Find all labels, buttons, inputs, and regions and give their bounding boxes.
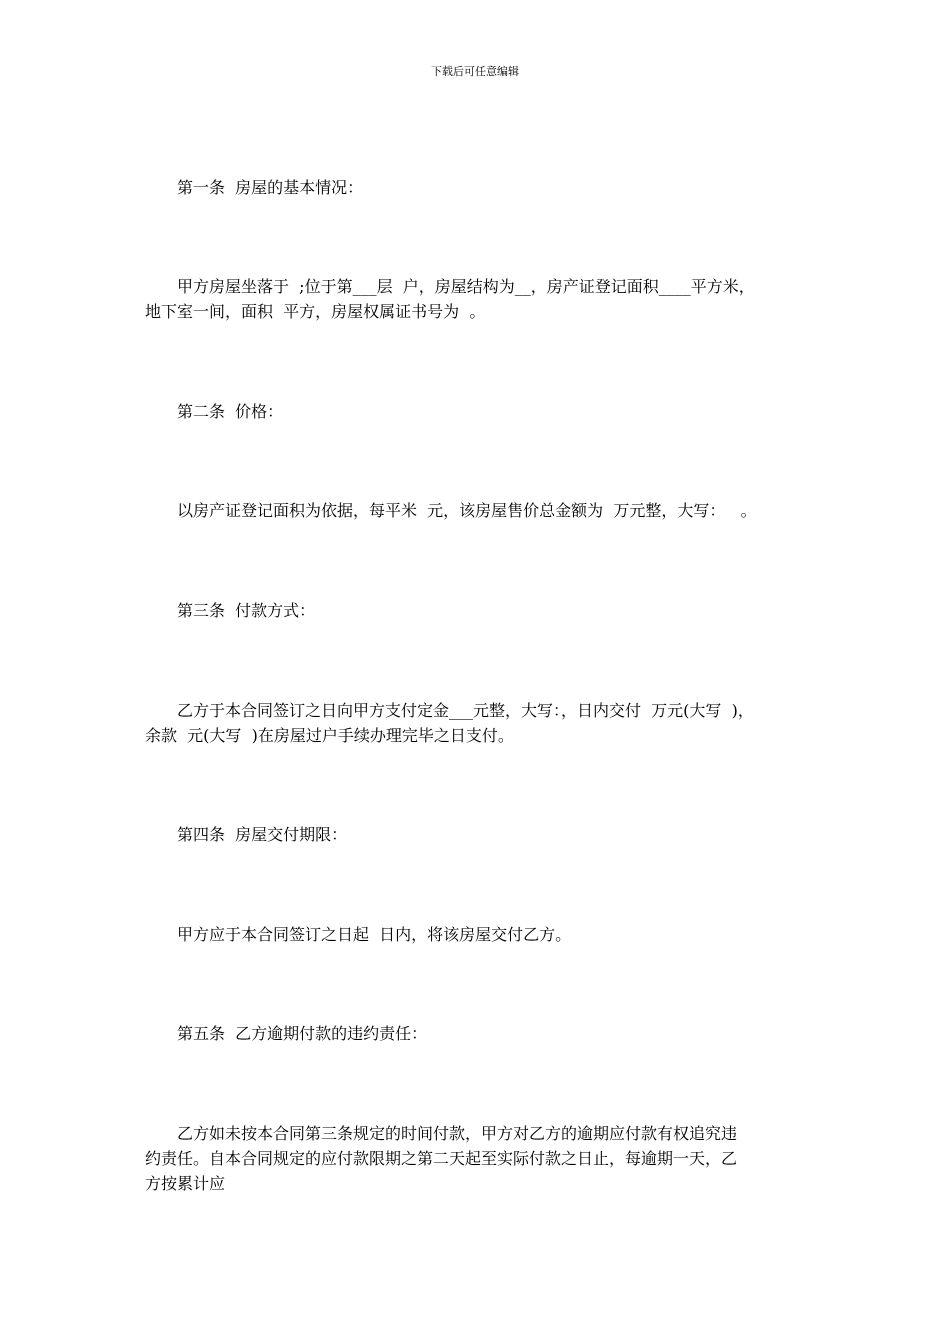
article-4-text-line-1: 甲方应于本合同签订之日起 日内，将该房屋交付乙方。	[145, 925, 572, 944]
article-5-heading: 第五条 乙方逾期付款的违约责任：	[145, 1024, 428, 1043]
article-5-text-line-2: 约责任。自本合同规定的应付款限期之第二天起至实际付款之日止，每逾期一天，乙	[145, 1149, 738, 1168]
article-3-text-line-1: 乙方于本合同签订之日向甲方支付定金___元整，大写：，日内交付 万元(大写 )，	[145, 701, 754, 720]
article-3-text-line-2: 余款 元(大写 )在房屋过户手续办理完毕之日支付。	[145, 726, 514, 745]
article-1-text-line-1: 甲方房屋坐落于 ;位于第___层 户，房屋结构为__，房产证登记面积____平方米，	[145, 277, 755, 296]
page-header-note: 下载后可任意编辑	[431, 65, 519, 78]
article-5-text-line-1: 乙方如未按本合同第三条规定的时间付款，甲方对乙方的逾期应付款有权追究违	[145, 1124, 738, 1143]
article-5-text-line-3: 方按累计应	[145, 1174, 226, 1193]
article-2-heading: 第二条 价格：	[145, 402, 284, 421]
article-4-heading: 第四条 房屋交付期限：	[145, 825, 348, 844]
article-1-text-line-2: 地下室一间，面积 平方，房屋权属证书号为 。	[145, 302, 486, 321]
article-3-heading: 第三条 付款方式：	[145, 601, 316, 620]
article-1-heading: 第一条 房屋的基本情况：	[145, 178, 364, 197]
article-2-text-line-1: 以房产证登记面积为依据，每平米 元，该房屋售价总金额为 万元整，大写： 。	[145, 501, 757, 520]
